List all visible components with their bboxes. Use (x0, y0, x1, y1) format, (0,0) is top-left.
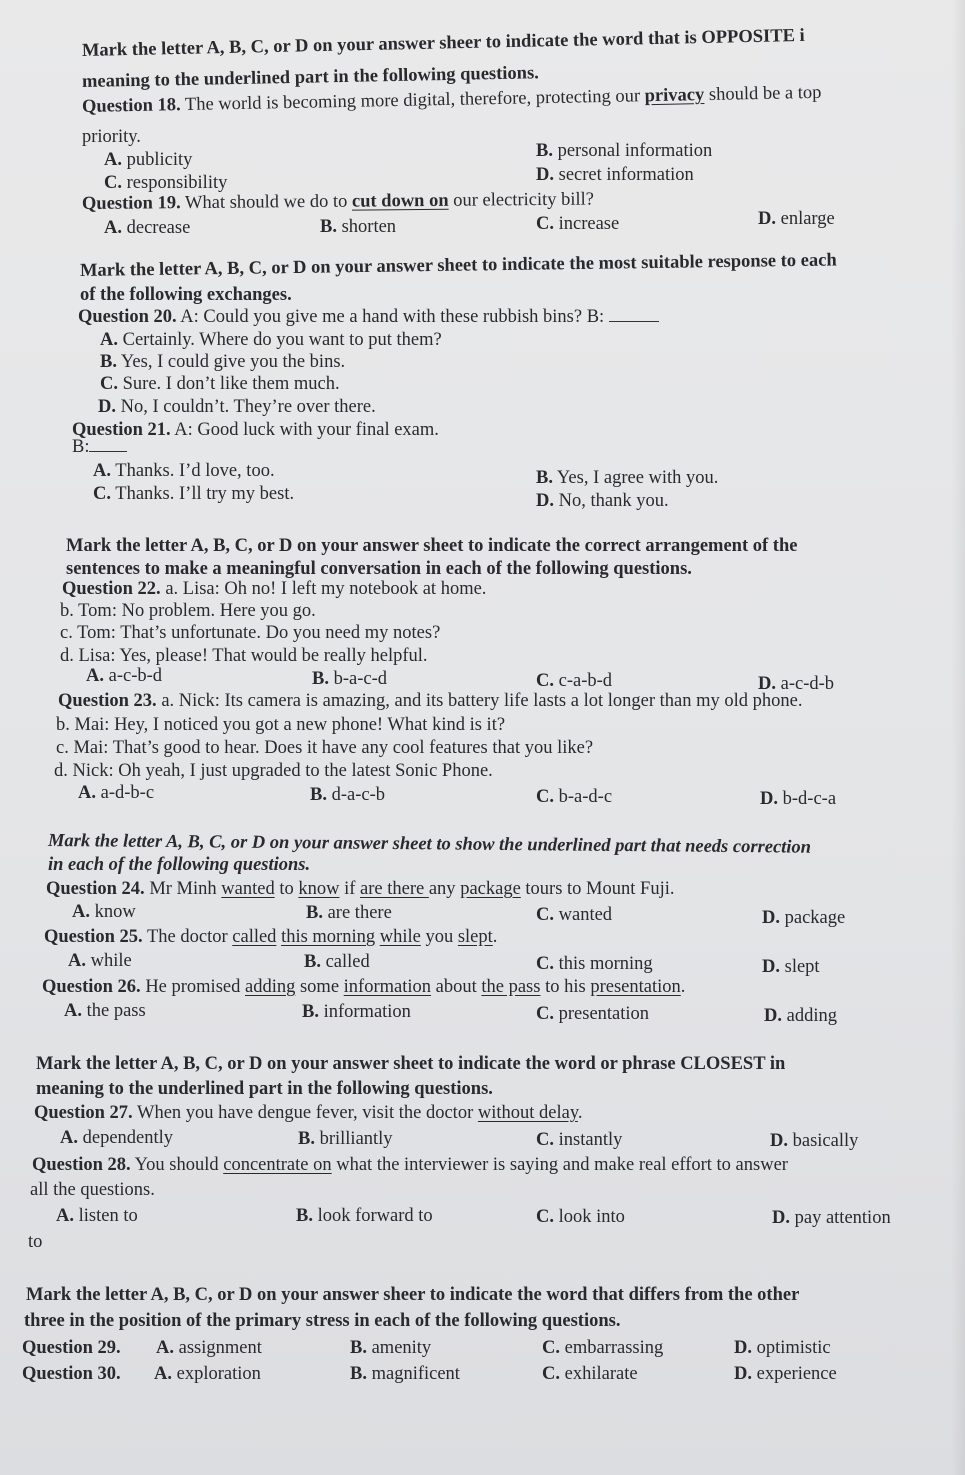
question-20-option-a[interactable] (100, 329, 442, 351)
option-letter: D. (734, 1364, 752, 1384)
text: you (420, 927, 458, 947)
option-text: package (784, 908, 846, 928)
option-text: No, thank you. (558, 491, 669, 511)
option-letter: C. (536, 787, 554, 807)
text: . (492, 927, 498, 947)
option-letter: A. (56, 1206, 74, 1226)
option-text: responsibility (126, 173, 228, 193)
question-28-option-d[interactable] (772, 1207, 891, 1229)
option-text: No, I couldn’t. They’re over there. (120, 397, 376, 417)
question-23-option-c[interactable] (536, 786, 612, 808)
question-19-option-d[interactable] (758, 208, 835, 230)
text: The doctor (142, 927, 233, 947)
question-19-number: Question 19. (81, 193, 181, 214)
question-22-option-a[interactable] (86, 665, 162, 687)
option-letter: D. (772, 1208, 790, 1228)
option-letter: D. (536, 165, 554, 185)
option-letter: B. (312, 669, 329, 689)
question-18-option-b[interactable] (536, 140, 712, 162)
option-letter: C. (536, 905, 554, 925)
question-18-continuation: priority. (82, 127, 141, 147)
question-26-option-c[interactable] (536, 1003, 649, 1025)
option-text: enlarge (780, 209, 835, 229)
question-23-line-a: a. Nick: Its camera is amazing, and its battery life lasts a lot longer than my old phone. (156, 691, 803, 711)
question-19-option-c[interactable] (536, 213, 619, 235)
option-text: instantly (558, 1130, 623, 1150)
question-23-option-a[interactable] (78, 782, 154, 804)
option-letter: D. (758, 209, 776, 229)
option-letter: B. (298, 1129, 315, 1149)
section-correction-heading-line2: in each of the following questions. (48, 855, 311, 875)
option-letter: D. (760, 789, 778, 809)
option-letter: B. (350, 1364, 367, 1384)
option-text: Yes, I agree with you. (556, 468, 719, 488)
option-letter: A. (104, 218, 122, 238)
option-letter: B. (302, 1002, 319, 1022)
option-text: shorten (341, 217, 397, 237)
question-21-option-d[interactable] (536, 490, 669, 512)
option-text: look into (558, 1207, 625, 1227)
question-27-number: Question 27. (34, 1103, 133, 1123)
option-letter: B. (310, 785, 327, 805)
option-text: exhilarate (564, 1364, 638, 1384)
text: He promised (140, 977, 245, 997)
question-24-number: Question 24. (46, 879, 145, 899)
question-18-underlined: privacy (644, 85, 705, 107)
option-letter: D. (762, 908, 780, 928)
option-text: brilliantly (319, 1129, 393, 1149)
question-22-line-c: c. Tom: That’s unfortunate. Do you need my notes? (60, 623, 441, 643)
section-stress-heading-line1: Mark the letter A, B, C, or D on your answer sheer to indicate the word that differs from the other (26, 1285, 800, 1305)
question-23-line-d: d. Nick: Oh yeah, I just upgraded to the latest Sonic Phone. (54, 761, 493, 781)
section-arrangement-heading-line2: sentences to make a meaningful conversation in each of the following questions. (66, 559, 692, 579)
question-22-line-d: d. Lisa: Yes, please! That would be really helpful. (60, 646, 428, 666)
option-letter: C. (542, 1364, 560, 1384)
option-text: listen to (78, 1206, 138, 1226)
option-letter: D. (98, 397, 116, 417)
answer-blank (609, 307, 659, 322)
option-letter: A. (60, 1128, 78, 1148)
question-18-text-b: should be a top (704, 82, 822, 106)
option-text: presentation (558, 1004, 650, 1024)
option-text: a-c-b-d (108, 666, 163, 686)
question-21-option-b[interactable] (536, 467, 718, 489)
text: to his (540, 977, 591, 997)
underlined-part: this morning (281, 927, 376, 947)
option-letter: C. (100, 374, 118, 394)
option-text: the pass (86, 1001, 146, 1021)
question-30-option-d[interactable] (734, 1363, 837, 1385)
question-28-number: Question 28. (32, 1155, 131, 1175)
question-27 (34, 1102, 583, 1124)
question-23-number: Question 23. (58, 691, 157, 711)
option-text: b-a-c-d (333, 669, 387, 689)
question-22-option-b[interactable] (312, 668, 387, 690)
question-19-option-a[interactable] (104, 217, 190, 239)
question-18-option-d[interactable] (536, 164, 694, 186)
option-letter: A. (86, 666, 104, 686)
question-28-underlined: concentrate on (223, 1155, 332, 1175)
question-28 (32, 1154, 788, 1176)
section-arrangement-heading-line1: Mark the letter A, B, C, or D on your answer sheet to indicate the correct arrangement of the (66, 536, 798, 556)
option-text: personal information (557, 141, 713, 161)
section-opposite-heading-line2: meaning to the underlined part in the following questions. (81, 63, 540, 92)
option-letter: B. (536, 141, 553, 161)
question-26-option-a[interactable] (64, 1000, 146, 1022)
question-21-b-line (72, 436, 127, 458)
question-25-option-b[interactable] (304, 951, 370, 973)
option-letter: A. (64, 1001, 82, 1021)
question-19-option-b[interactable] (320, 216, 396, 238)
option-text: publicity (126, 150, 193, 170)
option-letter: B. (304, 952, 321, 972)
text: . (680, 977, 686, 997)
option-text: Sure. I don’t like them much. (122, 374, 340, 394)
option-letter: A. (78, 783, 96, 803)
option-text: while (90, 951, 132, 971)
question-28-option-d-wrap: to (28, 1232, 43, 1252)
option-text: know (94, 902, 136, 922)
option-text: a-d-b-c (100, 783, 155, 803)
question-27-option-c[interactable] (536, 1129, 622, 1151)
option-letter: A. (156, 1338, 174, 1358)
question-21-text: A: Good luck with your final exam. (170, 420, 439, 440)
question-30-number: Question 30. (22, 1364, 121, 1384)
text: tours to Mount Fuji. (520, 879, 675, 899)
option-letter: C. (536, 1004, 554, 1024)
question-30-number-line (22, 1363, 121, 1385)
question-28-option-a[interactable] (56, 1205, 138, 1227)
section-correction-heading-line1: Mark the letter A, B, C, or D on your answer sheet to show the underlined part that needs correction (47, 831, 812, 858)
option-letter: C. (93, 484, 111, 504)
question-27-option-a[interactable] (60, 1127, 173, 1149)
question-20-text: A: Could you give me a hand with these rubbish bins? B: (176, 307, 605, 327)
option-text: look forward to (317, 1206, 433, 1226)
option-text: Yes, I could give you the bins. (120, 352, 346, 372)
question-21-option-a[interactable] (93, 460, 275, 482)
question-30-option-c[interactable] (542, 1363, 638, 1385)
underlined-part: the pass (481, 977, 541, 997)
question-25 (44, 926, 497, 948)
option-text: decrease (126, 218, 191, 238)
question-28-option-c[interactable] (536, 1206, 625, 1228)
question-29-option-b[interactable] (350, 1337, 431, 1359)
text: any (428, 879, 461, 899)
option-text: are there (327, 903, 392, 923)
option-text: d-a-c-b (331, 785, 385, 805)
question-26 (42, 976, 685, 998)
option-letter: D. (770, 1131, 788, 1151)
question-25-option-c[interactable] (536, 953, 653, 975)
section-response-heading-line2: of the following exchanges. (80, 285, 292, 305)
question-18-text-a: The world is becoming more digital, therefore, protecting our (180, 86, 645, 116)
option-letter: B. (320, 217, 337, 237)
option-letter: C. (536, 954, 554, 974)
question-24 (46, 878, 674, 900)
question-23-line-b: b. Mai: Hey, I noticed you got a new phone! What kind is it? (56, 715, 506, 735)
answer-blank (89, 437, 127, 452)
option-text: assignment (178, 1338, 262, 1358)
option-text: increase (558, 214, 620, 234)
underlined-part: information (343, 977, 432, 997)
option-text: slept (784, 957, 820, 977)
question-26-number: Question 26. (42, 977, 141, 997)
option-text: information (323, 1002, 411, 1022)
question-27-underlined: without delay (477, 1103, 578, 1123)
option-text: dependently (82, 1128, 174, 1148)
question-25-option-d[interactable] (762, 956, 820, 978)
option-text: wanted (558, 905, 613, 925)
question-27-text-b: . (577, 1103, 583, 1123)
option-letter: C. (536, 671, 554, 691)
option-text: basically (792, 1131, 859, 1151)
question-22-line-a: a. Lisa: Oh no! I left my notebook at home. (160, 579, 487, 599)
question-29-option-d[interactable] (734, 1337, 831, 1359)
option-text: Certainly. Where do you want to put them? (122, 330, 442, 350)
option-letter: D. (764, 1006, 782, 1026)
question-23-option-b[interactable] (310, 784, 385, 806)
option-letter: A. (154, 1364, 172, 1384)
question-20-number: Question 20. (78, 307, 177, 327)
option-text: Thanks. I’d love, too. (115, 461, 275, 481)
option-text: experience (756, 1364, 837, 1384)
question-26-option-d[interactable] (764, 1005, 837, 1027)
option-letter: A. (72, 902, 90, 922)
option-text: b-a-d-c (558, 787, 613, 807)
question-19-text-b: our electricity bill? (448, 189, 595, 211)
question-22-option-c[interactable] (536, 670, 612, 692)
question-23-line-c: c. Mai: That’s good to hear. Does it have any cool features that you like? (56, 738, 594, 758)
question-26-option-b[interactable] (302, 1001, 411, 1023)
underlined-part: while (379, 927, 421, 947)
question-29-number-line (22, 1337, 121, 1359)
question-21-number: Question 21. (72, 420, 171, 440)
option-letter: A. (104, 150, 122, 170)
option-text: secret information (558, 165, 694, 185)
text: if (339, 879, 361, 899)
question-24-option-b[interactable] (306, 902, 392, 924)
option-text: pay attention (794, 1208, 891, 1228)
question-28-text-a: You should (130, 1155, 224, 1175)
question-19-text-a: What should we do to (180, 191, 353, 214)
section-closest-heading-line2: meaning to the underlined part in the following questions. (36, 1079, 493, 1099)
underlined-part: slept (457, 927, 493, 947)
underlined-part: know (298, 879, 340, 899)
underlined-part: called (232, 927, 277, 947)
question-29-option-a[interactable] (156, 1337, 262, 1359)
question-28-text-b: what the interviewer is saying and make real effort to answer (331, 1155, 788, 1175)
question-28-option-b[interactable] (296, 1205, 433, 1227)
question-21-b-label: B: (72, 437, 90, 457)
question-20-option-c[interactable] (100, 373, 340, 395)
question-22-number: Question 22. (62, 579, 161, 599)
underlined-part: presentation (590, 977, 681, 997)
question-18-option-a[interactable] (104, 149, 192, 171)
option-text: exploration (176, 1364, 261, 1384)
question-24-option-d[interactable] (762, 907, 845, 929)
option-text: Thanks. I’ll try my best. (115, 484, 295, 504)
question-18-number: Question 18. (81, 95, 181, 117)
option-letter: A. (68, 951, 86, 971)
section-opposite-heading-line1: Mark the letter A, B, C, or D on your answer sheer to indicate the word that is OPPOSITE i (81, 25, 805, 61)
text: some (295, 977, 344, 997)
option-letter: C. (536, 214, 554, 234)
question-29-option-c[interactable] (542, 1337, 663, 1359)
option-text: this morning (558, 954, 653, 974)
question-20 (78, 306, 659, 328)
question-30-option-b[interactable] (350, 1363, 460, 1385)
option-letter: B. (100, 352, 117, 372)
text: about (431, 977, 482, 997)
question-20-option-b[interactable] (100, 351, 345, 373)
option-letter: D. (758, 674, 776, 694)
question-27-text-a: When you have dengue fever, visit the doctor (132, 1103, 478, 1123)
question-19-underlined: cut down on (351, 190, 449, 212)
option-letter: B. (306, 903, 323, 923)
question-20-option-d[interactable] (98, 396, 376, 418)
section-response-heading-line1: Mark the letter A, B, C, or D on your answer sheet to indicate the most suitable response to each (79, 250, 837, 281)
option-text: a-c-d-b (780, 674, 835, 694)
question-22 (62, 578, 486, 600)
option-letter: B. (536, 468, 553, 488)
option-text: optimistic (756, 1338, 831, 1358)
option-letter: C. (104, 173, 122, 193)
option-letter: C. (536, 1130, 554, 1150)
section-stress-heading-line2: three in the position of the primary stress in each of the following questions. (24, 1311, 621, 1331)
section-closest-heading-line1: Mark the letter A, B, C, or D on your answer sheet to indicate the word or phrase CLOSEST in (36, 1054, 786, 1074)
text: to (274, 879, 299, 899)
option-text: adding (786, 1006, 837, 1026)
option-text: b-d-c-a (782, 789, 837, 809)
question-29-number: Question 29. (22, 1338, 121, 1358)
underlined-part: adding (245, 977, 296, 997)
question-27-option-d[interactable] (770, 1130, 858, 1152)
page-edge-shadow (951, 0, 965, 1475)
question-19 (82, 189, 594, 215)
option-text: called (325, 952, 370, 972)
question-30-option-a[interactable] (154, 1363, 261, 1385)
question-18-option-c[interactable] (104, 172, 227, 194)
underlined-part: package (460, 879, 521, 899)
option-letter: C. (542, 1338, 560, 1358)
question-21-option-c[interactable] (93, 483, 294, 505)
option-letter: A. (100, 330, 118, 350)
option-text: amenity (371, 1338, 432, 1358)
question-23 (58, 690, 802, 712)
text: Mr Minh (144, 879, 222, 899)
option-letter: A. (93, 461, 111, 481)
option-text: c-a-b-d (558, 671, 613, 691)
underlined-part: are there (360, 879, 429, 899)
question-28-continuation: all the questions. (30, 1180, 155, 1200)
question-24-option-c[interactable] (536, 904, 612, 926)
question-24-option-a[interactable] (72, 901, 136, 923)
option-letter: B. (296, 1206, 313, 1226)
option-letter: D. (536, 491, 554, 511)
question-27-option-b[interactable] (298, 1128, 393, 1150)
option-letter: C. (536, 1207, 554, 1227)
option-text: embarrassing (564, 1338, 664, 1358)
option-text: magnificent (371, 1364, 460, 1384)
question-25-option-a[interactable] (68, 950, 132, 972)
option-letter: B. (350, 1338, 367, 1358)
option-letter: D. (762, 957, 780, 977)
underlined-part: wanted (221, 879, 275, 899)
question-23-option-d[interactable] (760, 788, 836, 810)
question-25-number: Question 25. (44, 927, 143, 947)
option-letter: D. (734, 1338, 752, 1358)
question-22-line-b: b. Tom: No problem. Here you go. (60, 601, 316, 621)
